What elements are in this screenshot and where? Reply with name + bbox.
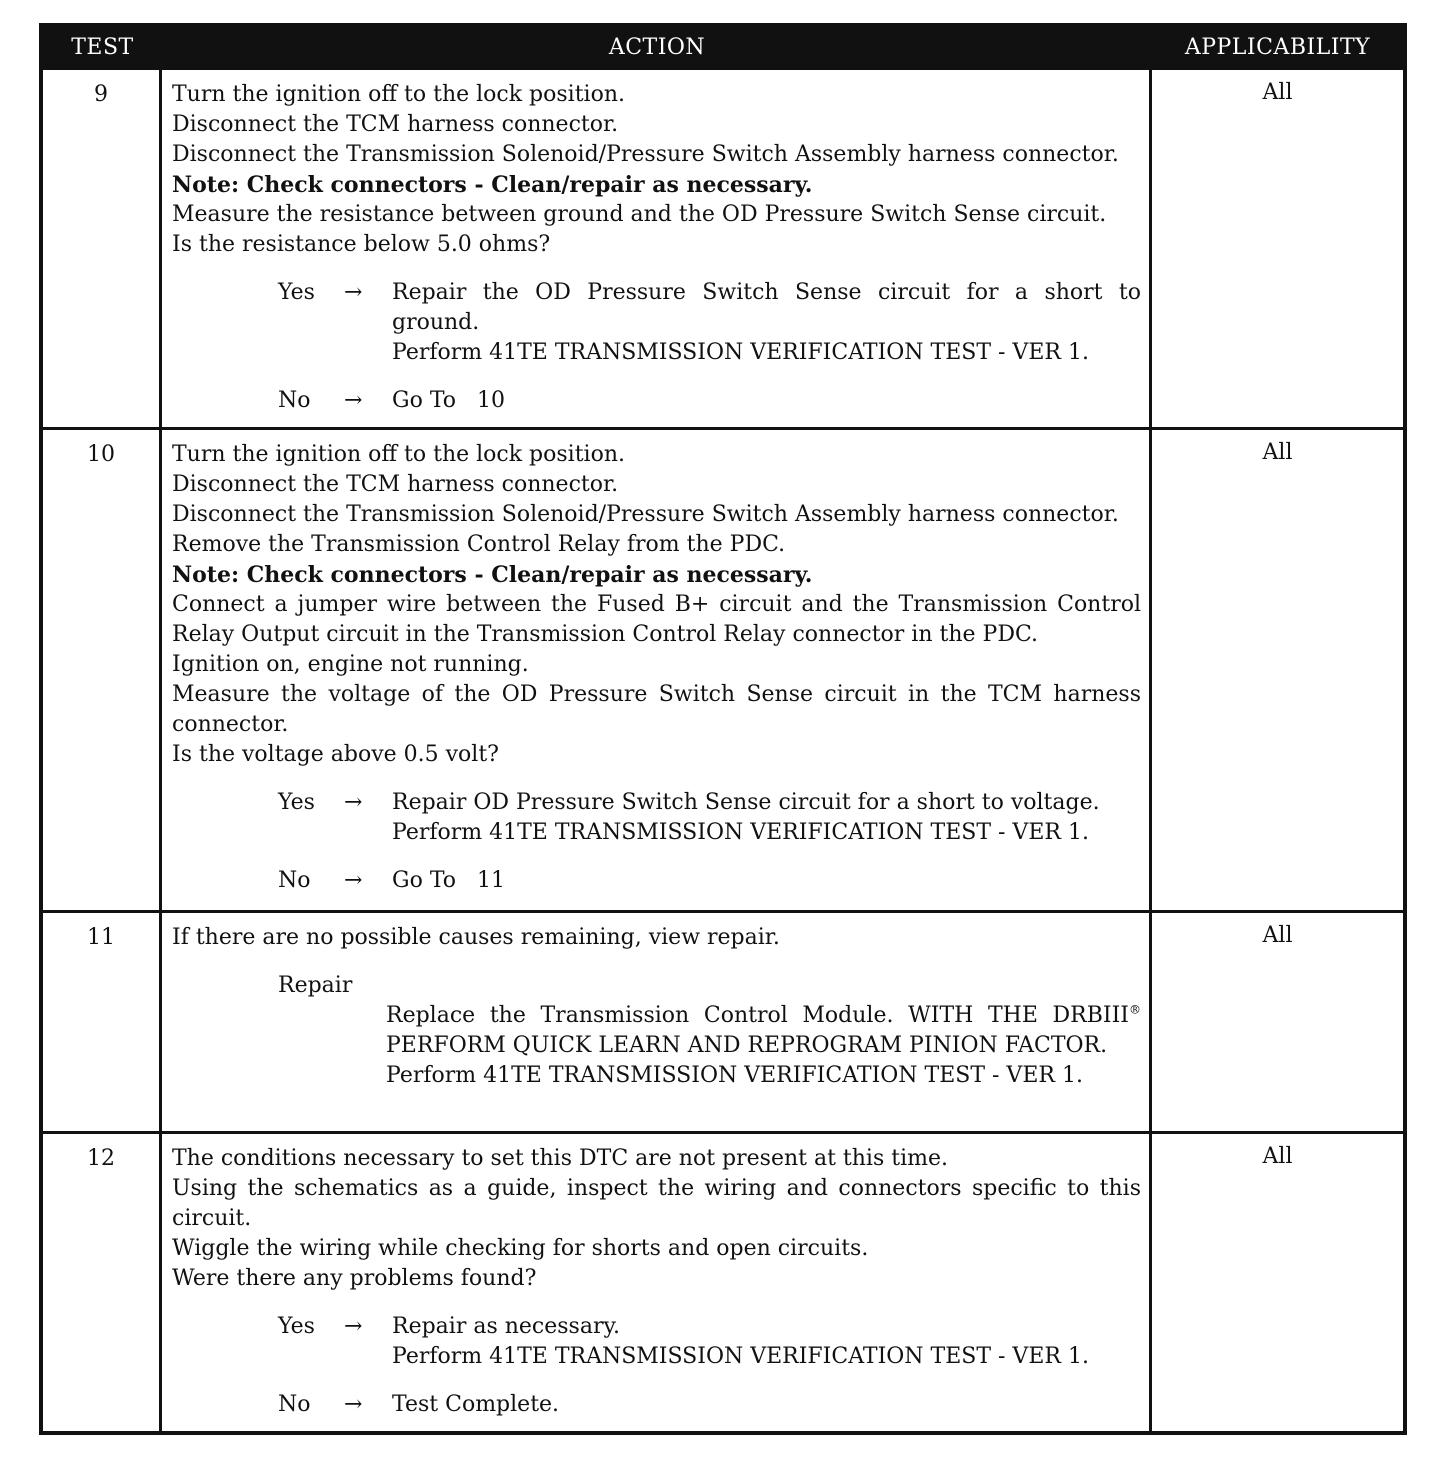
applicability: All — [1262, 1144, 1293, 1169]
action-line: Connect a jumper wire between the Fused B+ circuit and the Transmission Control Relay Output circuit in the Transmission Control Relay connector in the PDC. — [172, 592, 1141, 647]
repair-label: Repair — [278, 973, 353, 998]
arrow-icon: → — [344, 388, 363, 413]
yes-text: Repair as necessary. — [392, 1314, 620, 1339]
no-branch — [172, 1390, 1141, 1420]
arrow-icon: → — [344, 1314, 363, 1339]
arrow-icon: → — [344, 790, 363, 815]
yes-text-2: Perform 41TE TRANSMISSION VERIFICATION TEST - VER 1. — [392, 820, 1089, 845]
action-line: Measure the voltage of the OD Pressure Switch Sense circuit in the TCM harness connector. — [172, 682, 1141, 737]
action-line: Wiggle the wiring while checking for shorts and open circuits. — [172, 1236, 869, 1261]
action-line: Disconnect the Transmission Solenoid/Pressure Switch Assembly harness connector. — [172, 502, 1119, 527]
table-row — [43, 910, 1403, 1131]
no-branch — [172, 866, 1141, 896]
arrow-icon: → — [344, 280, 363, 305]
applicability: All — [1262, 80, 1293, 105]
action-line: If there are no possible causes remaining, view repair. — [172, 925, 780, 950]
test-number: 9 — [43, 70, 162, 427]
registered-mark: ® — [1129, 1002, 1141, 1017]
applicability: All — [1262, 923, 1293, 948]
no-text: Go To 10 — [392, 388, 505, 413]
action-line: The conditions necessary to set this DTC are not present at this time. — [172, 1146, 948, 1171]
repair-text-2: Perform 41TE TRANSMISSION VERIFICATION TEST - VER 1. — [386, 1063, 1083, 1088]
yes-label: Yes — [278, 1314, 315, 1339]
action-cell — [162, 430, 1152, 910]
no-branch — [172, 386, 1141, 416]
arrow-icon: → — [344, 1392, 363, 1417]
header-applicability: APPLICABILITY — [1184, 34, 1371, 60]
header-action: ACTION — [608, 34, 706, 60]
action-cell — [162, 70, 1152, 427]
action-line: Were there any problems found? — [172, 1266, 537, 1291]
arrow-icon: → — [344, 868, 363, 893]
no-label: No — [278, 1392, 311, 1417]
test-number: 10 — [43, 430, 162, 910]
action-line: Turn the ignition off to the lock position. — [172, 82, 625, 107]
test-number: 12 — [43, 1134, 162, 1431]
action-line: Is the voltage above 0.5 volt? — [172, 742, 499, 767]
table-row — [43, 67, 1403, 427]
applicability: All — [1262, 440, 1293, 465]
repair-text: Replace the Transmission Control Module. WITH THE DRBIII® PERFORM QUICK LEARN AND REPROGRAM PINION FACTOR. — [386, 1002, 1141, 1058]
action-line: Is the resistance below 5.0 ohms? — [172, 232, 551, 257]
yes-text: Repair the OD Pressure Switch Sense circuit for a short to ground. — [392, 280, 1141, 335]
test-number: 11 — [43, 913, 162, 1131]
action-cell — [162, 913, 1152, 1131]
action-line: Disconnect the Transmission Solenoid/Pressure Switch Assembly harness connector. — [172, 142, 1119, 167]
yes-branch — [172, 1312, 1141, 1372]
yes-text-2: Perform 41TE TRANSMISSION VERIFICATION TEST - VER 1. — [392, 340, 1089, 365]
action-note: Note: Check connectors - Clean/repair as necessary. — [172, 562, 813, 588]
header-test: TEST — [71, 34, 134, 60]
action-note: Note: Check connectors - Clean/repair as necessary. — [172, 172, 813, 198]
no-text: Test Complete. — [392, 1392, 560, 1417]
action-line: Ignition on, engine not running. — [172, 652, 529, 677]
action-cell — [162, 1134, 1152, 1431]
action-line: Turn the ignition off to the lock position. — [172, 442, 625, 467]
action-line: Measure the resistance between ground and the OD Pressure Switch Sense circuit. — [172, 202, 1107, 227]
action-line: Remove the Transmission Control Relay from the PDC. — [172, 532, 786, 557]
action-line: Disconnect the TCM harness connector. — [172, 472, 619, 497]
yes-text: Repair OD Pressure Switch Sense circuit for a short to voltage. — [392, 790, 1100, 815]
yes-branch — [172, 788, 1141, 848]
table-row — [43, 1131, 1403, 1431]
yes-text-2: Perform 41TE TRANSMISSION VERIFICATION TEST - VER 1. — [392, 1344, 1089, 1369]
action-line: Using the schematics as a guide, inspect the wiring and connectors specific to this circuit. — [172, 1176, 1141, 1231]
yes-label: Yes — [278, 790, 315, 815]
diagnostic-table — [39, 23, 1407, 1435]
no-label: No — [278, 388, 311, 413]
table-header — [43, 27, 1403, 67]
no-text: Go To 11 — [392, 868, 505, 893]
yes-branch — [172, 278, 1141, 368]
yes-label: Yes — [278, 280, 315, 305]
no-label: No — [278, 868, 311, 893]
action-line: Disconnect the TCM harness connector. — [172, 112, 619, 137]
repair-body — [386, 1001, 1141, 1091]
table-row — [43, 427, 1403, 910]
